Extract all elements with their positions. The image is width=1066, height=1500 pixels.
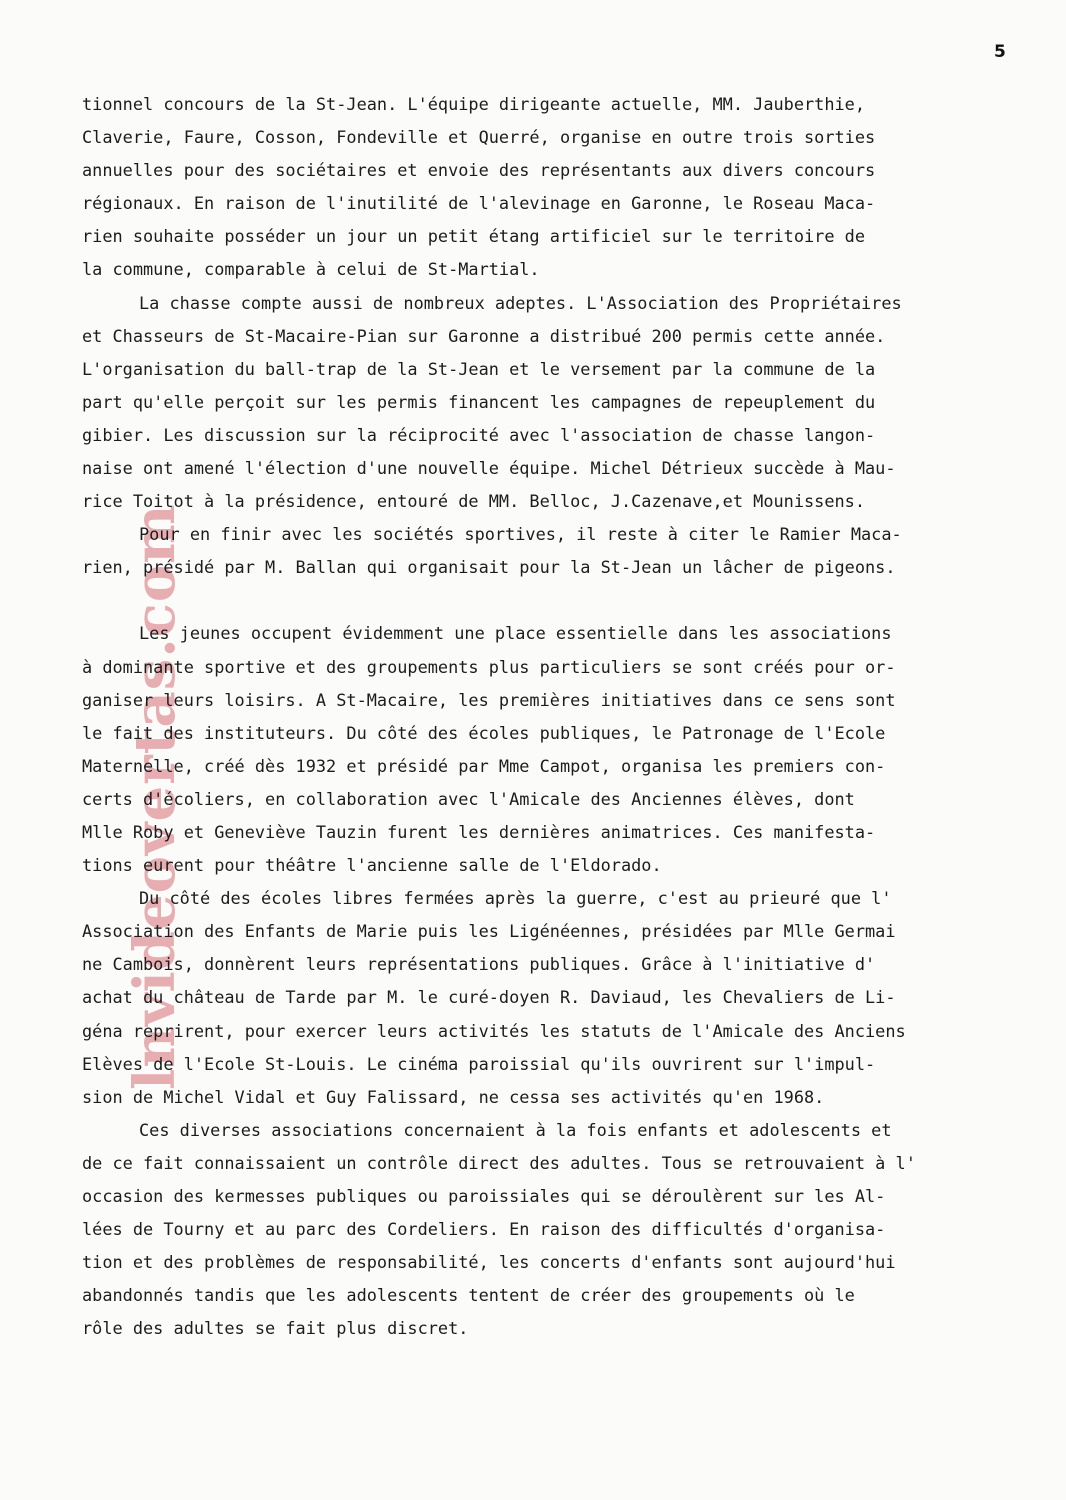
text-line: rien, présidé par M. Ballan qui organisait pour la St-Jean un lâcher de pigeons.	[82, 557, 896, 578]
text-line: gibier. Les discussion sur la réciprocité avec l'association de chasse langon-	[82, 424, 876, 445]
text-line: sion de Michel Vidal et Guy Falissard, ne cessa ses activités qu'en 1968.	[82, 1086, 825, 1107]
page-number: 5	[994, 42, 1006, 62]
text-line: La chasse compte aussi de nombreux adeptes. L'Association des Propriétaires	[139, 292, 902, 313]
text-line: le fait des instituteurs. Du côté des écoles publiques, le Patronage de l'Ecole	[82, 722, 886, 743]
text-line: rôle des adultes se fait plus discret.	[82, 1318, 469, 1339]
text-line: Pour en finir avec les sociétés sportives, il reste à citer le Ramier Maca-	[139, 524, 902, 545]
body-text	[82, 88, 1002, 1345]
text-line: Elèves de l'Ecole St-Louis. Le cinéma paroissial qu'ils ouvrirent sur l'impul-	[82, 1053, 876, 1074]
text-line: part qu'elle perçoit sur les permis financent les campagnes de repeuplement du	[82, 391, 876, 412]
text-line: la commune, comparable à celui de St-Martial.	[82, 259, 540, 280]
text-line: Mlle Roby et Geneviève Tauzin furent les dernières animatrices. Ces manifesta-	[82, 821, 876, 842]
paragraph	[82, 617, 1002, 882]
text-line: ganiser leurs loisirs. A St-Macaire, les premières initiatives dans ce sens sont	[82, 689, 896, 710]
text-line: rice Toitot à la présidence, entouré de MM. Belloc, J.Cazenave,et Mounissens.	[82, 491, 866, 512]
text-line: ne Cambois, donnèrent leurs représentations publiques. Grâce à l'initiative d'	[82, 954, 876, 975]
paragraph	[82, 882, 1002, 1114]
text-line: occasion des kermesses publiques ou paroissiales qui se déroulèrent sur les Al-	[82, 1186, 886, 1206]
text-line: naise ont amené l'élection d'une nouvelle équipe. Michel Détrieux succède à Mau-	[82, 458, 896, 479]
text-line: lées de Tourny et au parc des Cordeliers. En raison des difficultés d'organisa-	[82, 1219, 886, 1240]
paragraph	[82, 518, 1002, 584]
text-line: L'organisation du ball-trap de la St-Jean et le versement par la commune de la	[82, 358, 876, 379]
text-line: Les jeunes occupent évidemment une place essentielle dans les associations	[139, 623, 892, 644]
text-line: Association des Enfants de Marie puis les Ligénéennes, présidées par Mlle Germai	[82, 921, 896, 942]
paragraph	[82, 88, 1002, 287]
text-line: Du côté des écoles libres fermées après la guerre, c'est au prieuré que l'	[139, 888, 892, 909]
text-line: géna reprirent, pour exercer leurs activités les statuts de l'Amicale des Anciens	[82, 1020, 906, 1041]
text-line: de ce fait connaissaient un contrôle direct des adultes. Tous se retrouvaient à l'	[82, 1152, 916, 1173]
text-line: annuelles pour des sociétaires et envoie des représentants aux divers concours	[82, 160, 876, 181]
text-line: régionaux. En raison de l'inutilité de l'alevinage en Garonne, le Roseau Maca-	[82, 193, 876, 214]
text-line: rien souhaite posséder un jour un petit étang artificiel sur le territoire de	[82, 226, 866, 247]
text-line: tion et des problèmes de responsabilité, les concerts d'enfants sont aujourd'hui	[82, 1252, 896, 1273]
text-line: Claverie, Faure, Cosson, Fondeville et Querré, organise en outre trois sorties	[82, 127, 876, 148]
paragraph	[82, 287, 1002, 519]
text-line: tions eurent pour théâtre l'ancienne salle de l'Eldorado.	[82, 855, 662, 876]
text-line: abandonnés tandis que les adolescents tentent de créer des groupements où le	[82, 1285, 855, 1306]
text-line: à dominante sportive et des groupements plus particuliers se sont créés pour or-	[82, 656, 896, 677]
text-line: tionnel concours de la St-Jean. L'équipe dirigeante actuelle, MM. Jauberthie,	[82, 94, 866, 114]
paragraph-gap	[82, 584, 1002, 617]
text-line: et Chasseurs de St-Macaire-Pian sur Garonne a distribué 200 permis cette année.	[82, 325, 886, 346]
text-line: achat du château de Tarde par M. le curé-doyen R. Daviaud, les Chevaliers de Li-	[82, 987, 896, 1008]
text-line: certs d'écoliers, en collaboration avec l'Amicale des Anciennes élèves, dont	[82, 788, 855, 809]
text-line: Maternelle, créé dès 1932 et présidé par Mme Campot, organisa les premiers con-	[82, 755, 886, 776]
paragraph	[82, 1114, 1002, 1346]
watermark: lnvideovertas.com	[122, 503, 188, 1090]
text-line: Ces diverses associations concernaient à la fois enfants et adolescents et	[139, 1119, 892, 1140]
